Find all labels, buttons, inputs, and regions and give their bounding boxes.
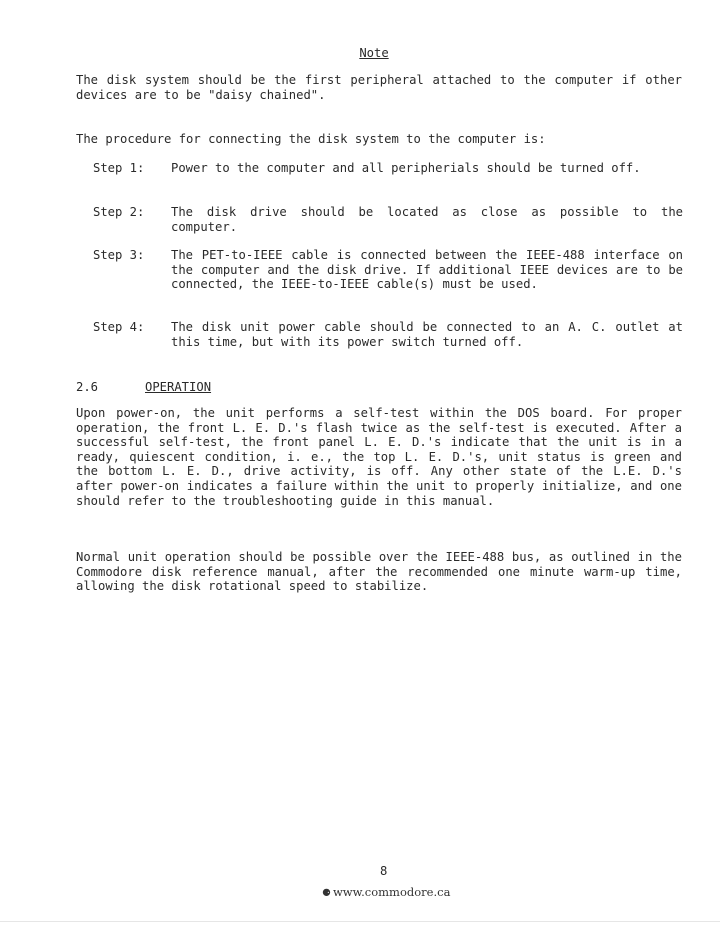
operation-paragraph-2: Normal unit operation should be possible over the IEEE-488 bus, as outlined in the Commodore disk reference manual, after the recommended one minute warm-up time, allowing the disk rotational speed to stabilize. (76, 550, 682, 594)
section-title: OPERATION (145, 380, 212, 394)
section-heading (76, 380, 211, 395)
step-1-label: Step 1: (93, 161, 145, 175)
section-number: 2.6 (76, 380, 99, 394)
step-1 (93, 161, 683, 176)
step-2-text: The disk drive should be located as close as possible to the computer. (171, 205, 683, 234)
operation-paragraph-1: Upon power-on, the unit performs a self-test within the DOS board. For proper operation, the front L. E. D.'s flash twice as the self-test is executed. After a successful self-test, the front panel L. E. D.'s indicate that the unit is in a ready, quiescent condition, i. e., the top L. E. D.'s, unit status is green and the bottom L. E. D., drive activity, is off. Any other state of the L.E. D.'s after power-on indicates a failure within the unit to properly initialize, and one should refer to the troubleshooting guide in this manual. (76, 406, 682, 508)
commodore-logo-icon: ⚈ (322, 888, 331, 899)
procedure-intro: The procedure for connecting the disk system to the computer is: (76, 132, 546, 146)
note-paragraph: The disk system should be the first peripheral attached to the computer if other devices are to be "daisy chained". (76, 73, 682, 102)
page-number: 8 (380, 864, 388, 878)
step-2-label: Step 2: (93, 205, 145, 219)
step-3-label: Step 3: (93, 248, 145, 262)
step-1-text: Power to the computer and all peripherials should be turned off. (171, 161, 641, 175)
page-edge-divider (0, 921, 720, 922)
footer-watermark (322, 885, 450, 902)
footer-url: www.commodore.ca (332, 885, 451, 899)
step-4-text: The disk unit power cable should be connected to an A. C. outlet at this time, but with its power switch turned off. (171, 320, 683, 349)
step-3-text: The PET-to-IEEE cable is connected between the IEEE-488 interface on the computer and the disk drive. If additional IEEE devices are to be connected, the IEEE-to-IEEE cable(s) must be used. (171, 248, 683, 292)
note-heading: Note (359, 46, 389, 60)
step-4-label: Step 4: (93, 320, 145, 334)
step-2 (93, 205, 683, 234)
step-4 (93, 320, 683, 349)
step-3 (93, 248, 683, 292)
